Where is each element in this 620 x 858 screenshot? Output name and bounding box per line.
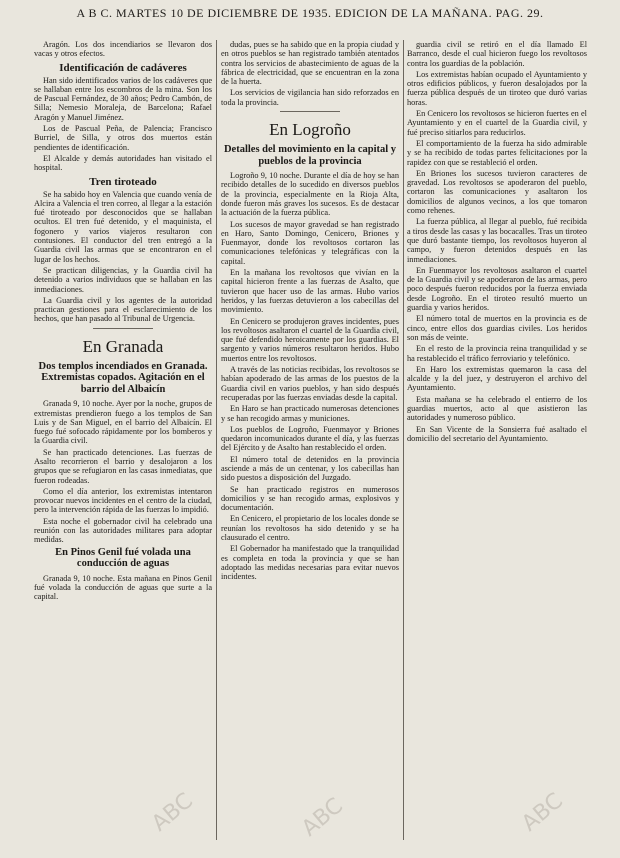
paragraph: En Cenicero se produjeron graves incidentes, pues los revoltosos asaltaron el cuartel de la Guardia civil, que fué defendido heroicamente por los guardias. El sargento y varios números resultaron heridos. Hubo muertos entre los revoltosos. xyxy=(221,316,399,363)
watermark: ABC xyxy=(147,788,198,837)
region-heading: En Granada xyxy=(82,336,164,356)
paragraph: En San Vicente de la Sonsierra fué asaltado el domicilio del secretario del Ayuntamiento. xyxy=(407,424,587,443)
paragraph: Han sido identificados varios de los cadáveres que se hallaban entre los escombros de la mina. Son los de Pascual Fernández, de 30 años; Pedro Cambón, de Silla; Nemesio Moraleja, de Barcelona; Rafael Aragón y Manuel Jiménez. xyxy=(34,75,212,122)
paragraph: Esta mañana se ha celebrado el entierro de los guardias muertos, acto al que asistieron las autoridades y numeroso público. xyxy=(407,394,587,423)
paragraph: guardia civil se retiró en el día llamado El Barranco, desde el cual hicieron fuego los revoltosos contra los guardias de la población. xyxy=(407,40,587,68)
paragraph: Granada 9, 10 noche. Ayer por la noche, grupos de extremistas prendieron fuego a los templos de San Luis y de San Miguel, en el barrio del Albaicín. El fuego fué sofocado rápidamente por los bomberos y la Guardia civil. xyxy=(34,399,212,446)
paragraph: En Haro se han practicado numerosas detenciones y se han recogido armas y municiones. xyxy=(221,404,399,423)
column-rule xyxy=(403,40,404,840)
subheading: Dos templos incendiados en Granada. Extremistas copados. Agitación en el barrio del Albaicín xyxy=(38,360,208,395)
paragraph: Granada 9, 10 noche. Esta mañana en Pinos Genil fué volada la conducción de aguas que surte a la capital. xyxy=(34,573,212,602)
paragraph: La Guardia civil y los agentes de la autoridad practican gestiones para el esclarecimiento de los hechos, que han pasado al Tribunal de Urgencia. xyxy=(34,295,212,324)
paragraph: Los pueblos de Logroño, Fuenmayor y Briones quedaron incomunicados durante el día, y las fuerzas del Ejército y de Asalto han restablecido el orden. xyxy=(221,424,399,453)
subheading: En Pinos Genil fué volada una conducción de aguas xyxy=(55,546,191,570)
paragraph: Los extremistas habían ocupado el Ayuntamiento y otros edificios públicos, y fueron desalojados por la fuerza pública después de un tiroteo que duró varias horas. xyxy=(407,69,587,107)
paragraph: El comportamiento de la fuerza ha sido admirable y se ha recibido de todas partes felicitaciones por la rapidez con que se restableció el orden. xyxy=(407,138,587,167)
paragraph: En Haro los extremistas quemaron la casa del alcalde y la del juez, y destruyeron el archivo del Ayuntamiento. xyxy=(407,364,587,393)
paragraph: El número total de detenidos en la provincia asciende a más de un centenar, y los cabecillas han sido puestos a disposición del Juzgado. xyxy=(221,454,399,483)
column-2 xyxy=(221,40,399,840)
paragraph: En la mañana los revoltosos que vivían en la capital hicieron frente a las fuerzas de Asalto, que tuvieron que hacer uso de las armas. Hubo varios heridos, y las fuerzas detuvieron a los cabecillas del movimiento. xyxy=(221,268,399,315)
watermark: ABC xyxy=(517,788,568,837)
paragraph: En el resto de la provincia reina tranquilidad y se ha restablecido el tráfico ferroviario y telefónico. xyxy=(407,344,587,363)
subheading: Detalles del movimiento en la capital y pueblos de la provincia xyxy=(223,144,397,167)
paragraph: Logroño 9, 10 noche. Durante el día de hoy se han recibido detalles de lo sucedido en diversos pueblos de la provincia, especialmente en la Rioja Alta, donde fueron más graves los sucesos. Es de destacar la actuación de la fuerza pública. xyxy=(221,171,399,218)
paragraph: Esta noche el gobernador civil ha celebrado una reunión con las autoridades militares para adoptar medidas. xyxy=(34,516,212,545)
paragraph: En Cenicero, el propietario de los locales donde se reunían los revoltosos ha sido detenido y se ha clausurado el centro. xyxy=(221,514,399,543)
paragraph: Aragón. Los dos incendiarios se llevaron dos vacas y otros efectos. xyxy=(34,40,212,59)
region-heading: En Logroño xyxy=(269,120,351,140)
paragraph: Los servicios de vigilancia han sido reforzados en toda la provincia. xyxy=(221,88,399,107)
paragraph: En Briones los sucesos tuvieron caracteres de gravedad. Los revoltosos se apoderaron del pueblo, cortaron las comunicaciones y asaltaron los domicilios de algunos vecinos, a los que tomaron como rehenes. xyxy=(407,168,587,216)
section-heading: Tren tiroteado xyxy=(89,175,157,188)
separator xyxy=(93,328,153,329)
paragraph: El Gobernador ha manifestado que la tranquilidad es completa en toda la provincia y que se han adoptado las medidas necesarias para evitar nuevos incidentes. xyxy=(221,544,399,582)
paragraph: Se han practicado registros en numerosos domicilios y se han recogido armas, explosivos y documentación. xyxy=(221,484,399,513)
paragraph: Como el día anterior, los extremistas intentaron provocar nuevos incidentes en el centro de la ciudad, pero la intervención rápida de las fuerzas lo impidió. xyxy=(34,486,212,515)
watermark: ABC xyxy=(297,793,348,842)
separator xyxy=(280,111,340,112)
page-header: A B C. MARTES 10 DE DICIEMBRE DE 1935. EDICION DE LA MAÑANA. PAG. 29. xyxy=(76,6,544,20)
column-rule xyxy=(216,40,217,840)
paragraph: A través de las noticias recibidas, los revoltosos se habían apoderado de las armas de los puestos de la Guardia civil en varios pueblos, y han sido después recuperadas por las fuerzas enviadas desde la capital. xyxy=(221,365,399,402)
column-1 xyxy=(34,40,212,840)
paragraph: Los de Pascual Peña, de Palencia; Francisco Burriel, de Silla, y otros dos muertos están pendientes de identificación. xyxy=(34,124,212,152)
paragraph: El número total de muertos en la provincia es de cinco, entre ellos dos guardias civiles. Los heridos son más de veinte. xyxy=(407,314,587,342)
paragraph: El Alcalde y demás autoridades han visitado el hospital. xyxy=(34,153,212,173)
section-heading: Identificación de cadáveres xyxy=(59,61,187,74)
paragraph: En Fuenmayor los revoltosos asaltaron el cuartel de la Guardia civil y se apoderaron de las armas, pero poco después fueron reducidos por la fuerza enviada desde Logroño. En el tiroteo resultó muerto un guardia y varios heridos. xyxy=(407,265,587,313)
paragraph: Se ha sabido hoy en Valencia que cuando venía de Alcira a Valencia el tren correo, al llegar a la estación fué tiroteado por desconocidos que se hallaban ocultos. El tren fué detenido, y el maquinista, el fogonero y varios viajeros resultaron con contusiones. El conductor del tren entregó a la Guardia civil las armas que se encontraron en el lugar de los hechos. xyxy=(34,189,212,264)
paragraph: Se han practicado detenciones. Las fuerzas de Asalto recorrieron el barrio y desalojaron a los grupos que se refugiaron en las casas inmediatas, que fueron rodeadas. xyxy=(34,447,212,485)
paragraph: La fuerza pública, al llegar al pueblo, fué recibida a tiros desde las casas y las bocacalles. Tras un tiroteo que duró bastante tiempo, los revoltosos huyeron al campo, y fueron detenidos después en las inmediaciones. xyxy=(407,217,587,264)
paragraph: dudas, pues se ha sabido que en la propia ciudad y en otros pueblos se han registrado también atentados contra los servicios de abastecimiento de aguas de la fábrica de electricidad, que se encuentran en la zona de la huerta. xyxy=(221,40,399,87)
paragraph: Los sucesos de mayor gravedad se han registrado en Haro, Santo Domingo, Cenicero, Briones y Fuenmayor, donde los revoltosos cortaron las comunicaciones telefónicas y telegráficas con la capital. xyxy=(221,219,399,266)
column-3 xyxy=(407,40,587,840)
paragraph: Se practican diligencias, y la Guardia civil ha detenido a varios individuos que se hallaban en las inmediaciones. xyxy=(34,265,212,294)
paragraph: En Cenicero los revoltosos se hicieron fuertes en el Ayuntamiento y en el cuartel de la Guardia civil, y fué preciso sitiarlos para reducirlos. xyxy=(407,109,587,137)
